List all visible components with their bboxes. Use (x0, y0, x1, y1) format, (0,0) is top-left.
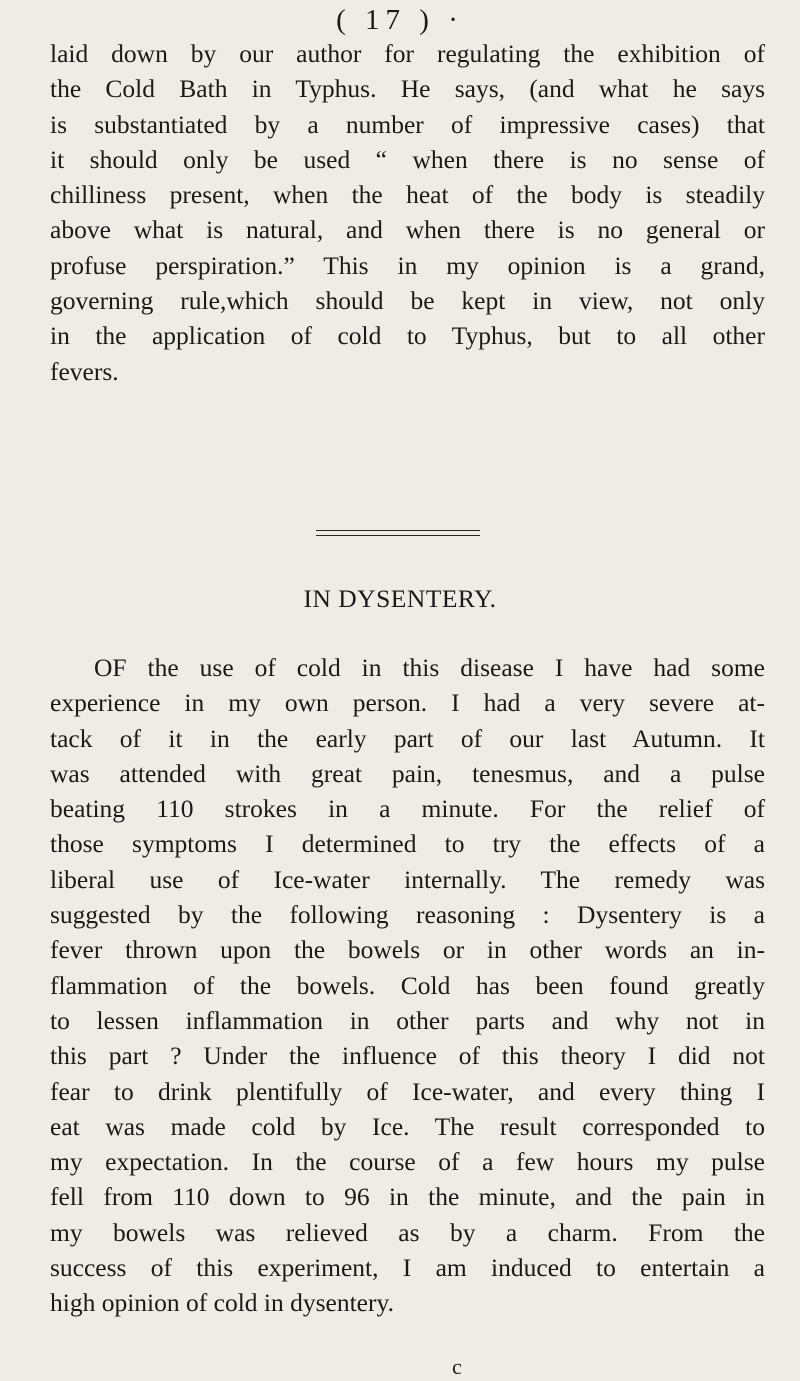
text-line: liberal use of Ice-water internally. The remedy was (50, 864, 765, 894)
text-line: chilliness present, when the heat of the body is steadily (50, 180, 765, 210)
text-line: to lessen inflammation in other parts and why not in (50, 1005, 765, 1035)
text-line: fell from 110 down to 96 in the minute, and the pain in (50, 1182, 765, 1212)
section-heading: IN DYSENTERY. (303, 584, 497, 613)
text-line: was attended with great pain, tenesmus, and a pulse (50, 758, 765, 788)
signature-mark: c (452, 1354, 462, 1379)
text-line: governing rule,which should be kept in view, not only (50, 286, 765, 316)
text-line: suggested by the following reasoning : Dysentery is a (50, 900, 765, 930)
text-line: above what is natural, and when there is no general or (50, 215, 765, 245)
text-line: this part ? Under the influence of this theory I did not (50, 1041, 765, 1071)
text-line: my expectation. In the course of a few hours my pulse (50, 1147, 765, 1177)
text-line: success of this experiment, I am induced to entertain a (50, 1253, 765, 1283)
text-line: in the application of cold to Typhus, but to all other (50, 321, 765, 351)
text-line: flammation of the bowels. Cold has been found greatly (50, 970, 765, 1000)
text-line: fever thrown upon the bowels or in other words an in- (50, 935, 765, 965)
text-line: fevers. (50, 356, 119, 386)
text-line: eat was made cold by Ice. The result corresponded to (50, 1111, 765, 1141)
text-line: the Cold Bath in Typhus. He says, (and what he says (50, 74, 765, 104)
page-number: ( 17 ) · (336, 4, 464, 36)
text-line: tack of it in the early part of our last Autumn. It (50, 723, 765, 753)
section-divider-top (316, 530, 480, 531)
text-line: experience in my own person. I had a very severe at- (50, 688, 765, 718)
text-line: it should only be used “ when there is no sense of (50, 144, 765, 174)
paragraph-typhus (50, 36, 765, 389)
text-line: my bowels was relieved as by a charm. From the (50, 1217, 765, 1247)
text-line: OF the use of cold in this disease I have had some (94, 653, 765, 682)
section-divider-bottom (316, 535, 480, 536)
text-line: is substantiated by a number of impressive cases) that (50, 109, 765, 139)
text-line: profuse perspiration.” This in my opinion is a grand, (50, 250, 765, 280)
text-line: beating 110 strokes in a minute. For the relief of (50, 794, 765, 824)
text-line: high opinion of cold in dysentery. (50, 1288, 394, 1318)
text-line: those symptoms I determined to try the effects of a (50, 829, 765, 859)
text-line: fear to drink plentifully of Ice-water, and every thing I (50, 1076, 765, 1106)
text-line: laid down by our author for regulating the exhibition of (50, 39, 765, 68)
paragraph-dysentery (50, 650, 765, 1321)
